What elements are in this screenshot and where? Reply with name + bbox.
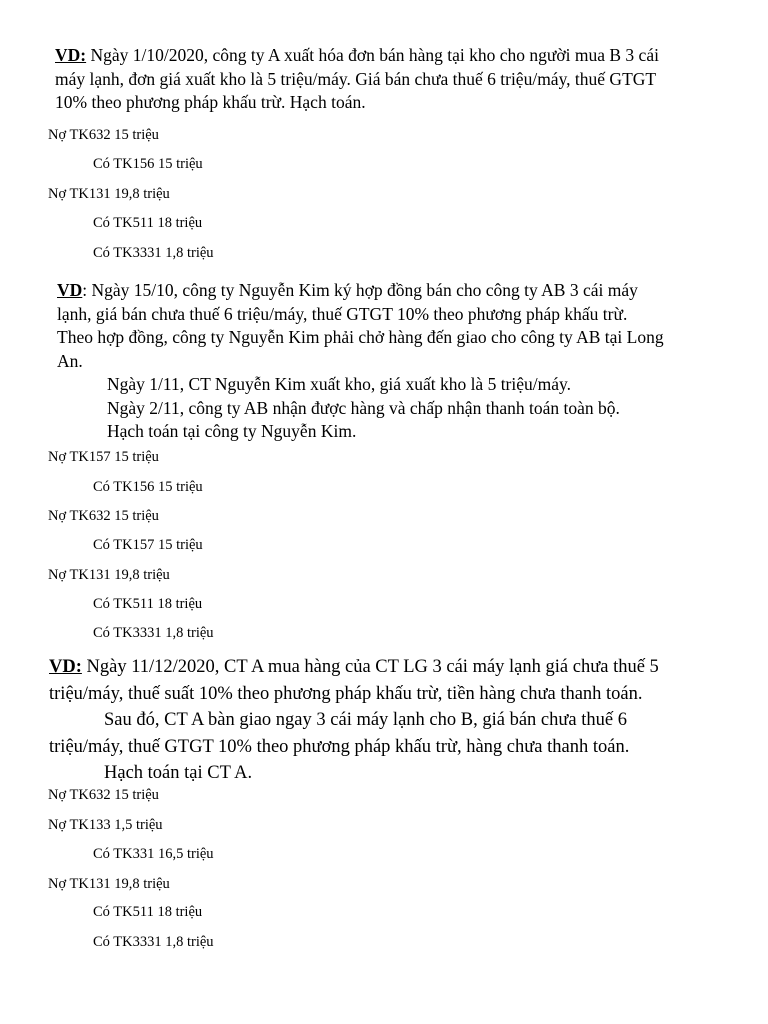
example-2-line-1: VD: Ngày 15/10, công ty Nguyễn Kim ký hợp đồng bán cho công ty AB 3 cái máy (57, 280, 638, 300)
example-3-line-3: Sau đó, CT A bàn giao ngay 3 cái máy lạnh cho B, giá bán chưa thuế 6 (104, 710, 627, 730)
journal-entry-debit: Nợ TK632 15 triệu (48, 127, 159, 143)
example-2-line-3: Theo hợp đồng, công ty Nguyễn Kim phải chở hàng đến giao cho công ty AB tại Long (57, 327, 664, 347)
journal-entry-debit: Nợ TK632 15 triệu (48, 508, 159, 524)
example-3-line-4: triệu/máy, thuế GTGT 10% theo phương pháp khấu trừ, hàng chưa thanh toán. (49, 736, 630, 757)
journal-entry-credit: Có TK3331 1,8 triệu (93, 625, 214, 641)
example-1 (55, 44, 659, 115)
journal-entry-debit: Nợ TK632 15 triệu (48, 787, 159, 803)
example-2-indented-line-1: Ngày 1/11, CT Nguyễn Kim xuất kho, giá xuất kho là 5 triệu/máy. (107, 374, 571, 394)
vd-label: VD: (55, 45, 87, 65)
journal-entry-credit: Có TK331 16,5 triệu (93, 846, 214, 862)
example-2-indented-line-2: Ngày 2/11, công ty AB nhận được hàng và chấp nhận thanh toán toàn bộ. (107, 397, 620, 418)
journal-entry-debit: Nợ TK131 19,8 triệu (48, 186, 170, 202)
vd-label: VD: (49, 657, 82, 677)
journal-entry-credit: Có TK511 18 triệu (93, 215, 203, 231)
journal-entry-credit: Có TK3331 1,8 triệu (93, 245, 214, 261)
journal-entry-credit: Có TK511 18 triệu (93, 596, 203, 612)
vd-label: VD (57, 280, 83, 300)
example-1-line-3: 10% theo phương pháp khấu trừ. Hạch toán. (55, 92, 366, 112)
journal-entry-credit: Có TK156 15 triệu (93, 156, 203, 172)
journal-entry-credit: Có TK511 18 triệu (93, 904, 203, 920)
example-3 (49, 654, 659, 787)
example-3-line-2: triệu/máy, thuế suất 10% theo phương pháp khấu trừ, tiền hàng chưa thanh toán. (49, 683, 643, 704)
example-2-indented-line-3: Hạch toán tại công ty Nguyễn Kim. (107, 421, 357, 441)
journal-entry-debit: Nợ TK157 15 triệu (48, 449, 159, 465)
example-2-line-4: An. (57, 350, 83, 371)
journal-entry-debit: Nợ TK133 1,5 triệu (48, 817, 163, 833)
journal-entry-credit: Có TK157 15 triệu (93, 537, 203, 553)
journal-entry-debit: Nợ TK131 19,8 triệu (48, 567, 170, 583)
journal-entry-debit: Nợ TK131 19,8 triệu (48, 876, 170, 892)
journal-entry-credit: Có TK3331 1,8 triệu (93, 934, 214, 950)
example-1-line-1: VD: Ngày 1/10/2020, công ty A xuất hóa đơn bán hàng tại kho cho người mua B 3 cái (55, 45, 659, 65)
example-1-line-2: máy lạnh, đơn giá xuất kho là 5 triệu/máy. Giá bán chưa thuế 6 triệu/máy, thuế GTGT (55, 68, 657, 89)
journal-entry-credit: Có TK156 15 triệu (93, 479, 203, 495)
example-2 (57, 279, 664, 444)
example-2-line-2: lạnh, giá bán chưa thuế 6 triệu/máy, thuế GTGT 10% theo phương pháp khấu trừ. (57, 303, 628, 324)
example-3-line-1: VD: Ngày 11/12/2020, CT A mua hàng của CT LG 3 cái máy lạnh giá chưa thuế 5 (49, 657, 659, 677)
example-3-line-5: Hạch toán tại CT A. (104, 763, 253, 783)
